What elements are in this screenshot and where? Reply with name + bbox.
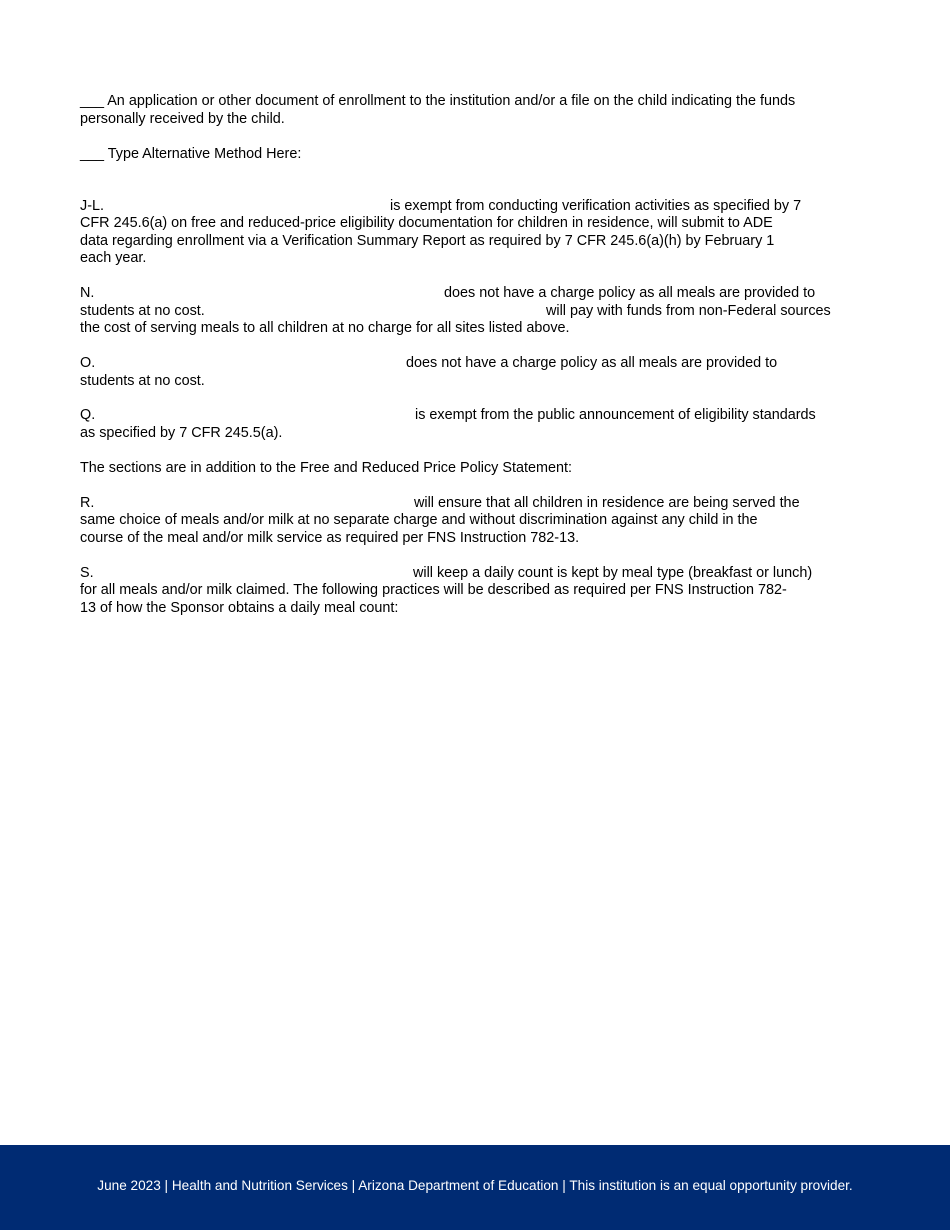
section-o-text: does not have a charge policy as all meals are provided to: [406, 355, 778, 371]
section-n-text: students at no cost.: [80, 303, 205, 319]
section-jl-text: is exempt from conducting verification activities as specified by 7: [390, 198, 802, 214]
section-r-text: same choice of meals and/or milk at no separate charge and without discrimination against any child in the: [80, 512, 758, 528]
section-n-text: the cost of serving meals to all children at no charge for all sites listed above.: [80, 320, 570, 336]
section-o-text: students at no cost.: [80, 373, 205, 389]
section-n-text: will pay with funds from non-Federal sources: [546, 303, 831, 319]
section-n-label: N.: [80, 285, 95, 301]
page-footer: [0, 1145, 950, 1230]
section-jl-text: CFR 245.6(a) on free and reduced-price eligibility documentation for children in residence, will submit to ADE: [80, 215, 773, 231]
section-o-label: O.: [80, 355, 96, 371]
section-q-text: is exempt from the public announcement of eligibility standards: [415, 407, 816, 423]
section-q-label: Q.: [80, 407, 96, 423]
section-s-text: for all meals and/or milk claimed. The following practices will be described as required per FNS Instruction 782-: [80, 582, 787, 598]
checklist-item-alternative: ___ Type Alternative Method Here:: [80, 146, 302, 162]
section-jl-text: each year.: [80, 250, 147, 266]
intro-text: The sections are in addition to the Free and Reduced Price Policy Statement:: [80, 460, 572, 476]
section-jl-label: J-L.: [80, 198, 104, 214]
section-s-text: 13 of how the Sponsor obtains a daily meal count:: [80, 600, 399, 616]
checklist-item-line: personally received by the child.: [80, 111, 285, 127]
section-jl-text: data regarding enrollment via a Verification Summary Report as required by 7 CFR 245.6(a)(h) by February 1: [80, 233, 775, 249]
section-r-text: course of the meal and/or milk service as required per FNS Instruction 782-13.: [80, 530, 580, 546]
section-n-text: does not have a charge policy as all meals are provided to: [444, 285, 816, 301]
footer-text: June 2023 | Health and Nutrition Services | Arizona Department of Education | This institution is an equal opportunity provider.: [97, 1178, 853, 1193]
checklist-item-line: ___ An application or other document of enrollment to the institution and/or a file on the child indicating the funds: [80, 93, 796, 109]
section-s-text: will keep a daily count is kept by meal type (breakfast or lunch): [413, 565, 813, 581]
section-r-label: R.: [80, 495, 95, 511]
section-q-text: as specified by 7 CFR 245.5(a).: [80, 425, 283, 441]
section-s-label: S.: [80, 565, 94, 581]
section-r-text: will ensure that all children in residence are being served the: [414, 495, 800, 511]
